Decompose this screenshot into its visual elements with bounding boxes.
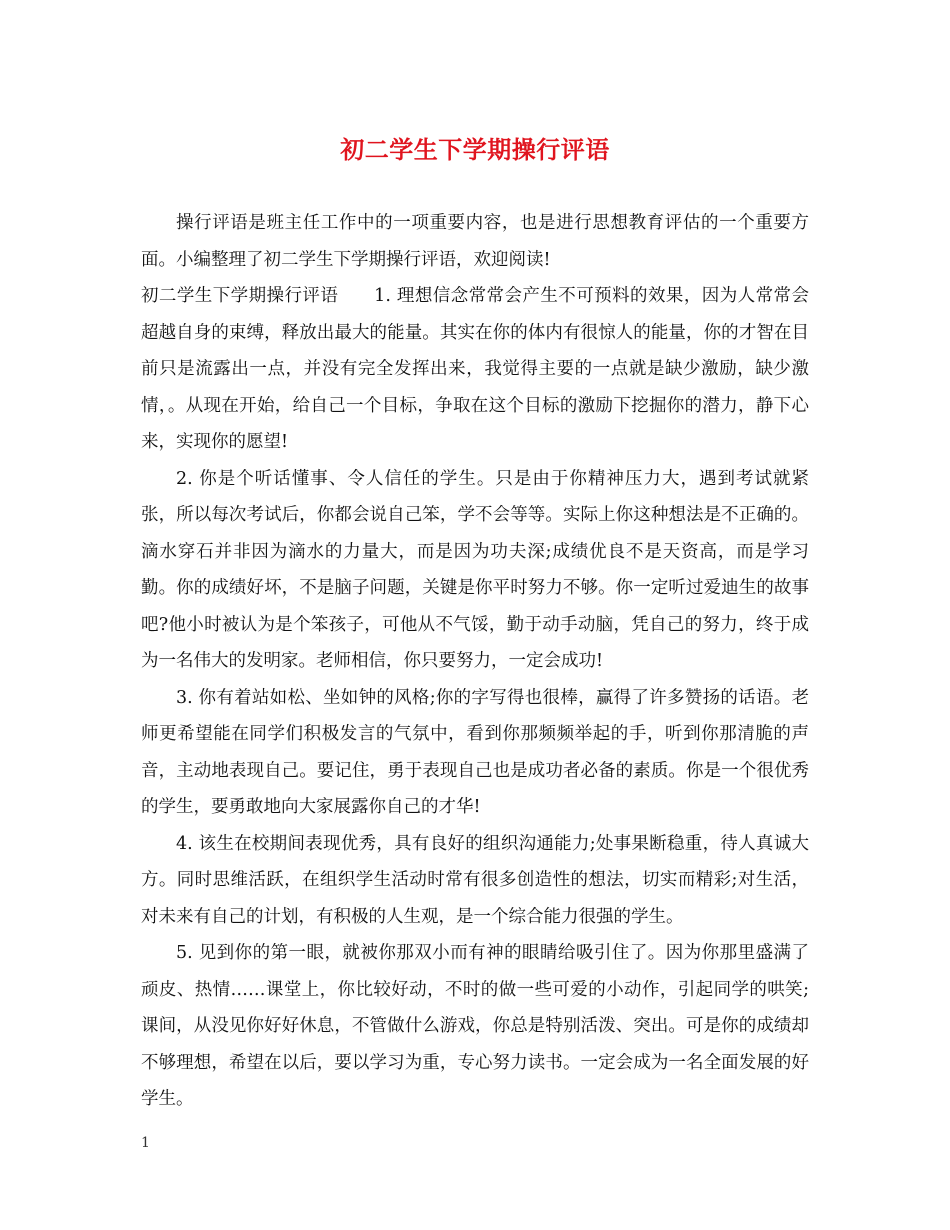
page-number: 1 bbox=[141, 1135, 150, 1151]
comment-paragraph-2: 2. 你是个听话懂事、令人信任的学生。只是由于你精神压力大，遇到考试就紧张，所以每次考试后，你都会说自己笨，学不会等等。实际上你这种想法是不正确的。滴水穿石并非因为滴水的力量大，而是因为功夫深;成绩优良不是天资高，而是学习勤。你的成绩好坏，不是脑子问题，关键是你平时努力不够。你一定听过爱迪生的故事吧?他小时被认为是个笨孩子，可他从不气馁，勤于动手动脑，凭自己的努力，终于成为一名伟大的发明家。老师相信，你只要努力，一定会成功! bbox=[141, 468, 809, 671]
document-body bbox=[141, 205, 809, 1118]
document-title: 初二学生下学期操行评语 bbox=[340, 135, 610, 164]
intro-paragraph: 操行评语是班主任工作中的一项重要内容，也是进行思想教育评估的一个重要方面。小编整理了初二学生下学期操行评语，欢迎阅读! bbox=[141, 213, 809, 270]
comment-paragraph-3: 3. 你有着站如松、坐如钟的风格;你的字写得也很棒，赢得了许多赞扬的话语。老师更希望能在同学们积极发言的气氛中，看到你那频频举起的手，听到你那清脆的声音，主动地表现自己。要记住，勇于表现自己也是成功者必备的素质。你是一个很优秀的学生，要勇敢地向大家展露你自己的才华! bbox=[141, 687, 809, 817]
comment-paragraph-1: 初二学生下学期操行评语 1. 理想信念常常会产生不可预料的效果，因为人常常会超越自身的束缚，释放出最大的能量。其实在你的体内有很惊人的能量，你的才智在目前只是流露出一点，并没有完全发挥出来，我觉得主要的一点就是缺少激励，缺少激情，。从现在开始，给自己一个目标，争取在这个目标的激励下挖掘你的潜力，静下心来，实现你的愿望! bbox=[141, 286, 809, 452]
comment-paragraph-5: 5. 见到你的第一眼，就被你那双小而有神的眼睛给吸引住了。因为你那里盛满了顽皮、热情……课堂上，你比较好动，不时的做一些可爱的小动作，引起同学的哄笑;课间，从没见你好好休息，不管做什么游戏，你总是特别活泼、突出。可是你的成绩却不够理想，希望在以后，要以学习为重，专心努力读书。一定会成为一名全面发展的好学生。 bbox=[141, 943, 809, 1109]
comment-paragraph-4: 4. 该生在校期间表现优秀，具有良好的组织沟通能力;处事果断稳重，待人真诚大方。同时思维活跃，在组织学生活动时常有很多创造性的想法，切实而精彩;对生活，对未来有自己的计划，有积极的人生观，是一个综合能力很强的学生。 bbox=[141, 833, 809, 927]
